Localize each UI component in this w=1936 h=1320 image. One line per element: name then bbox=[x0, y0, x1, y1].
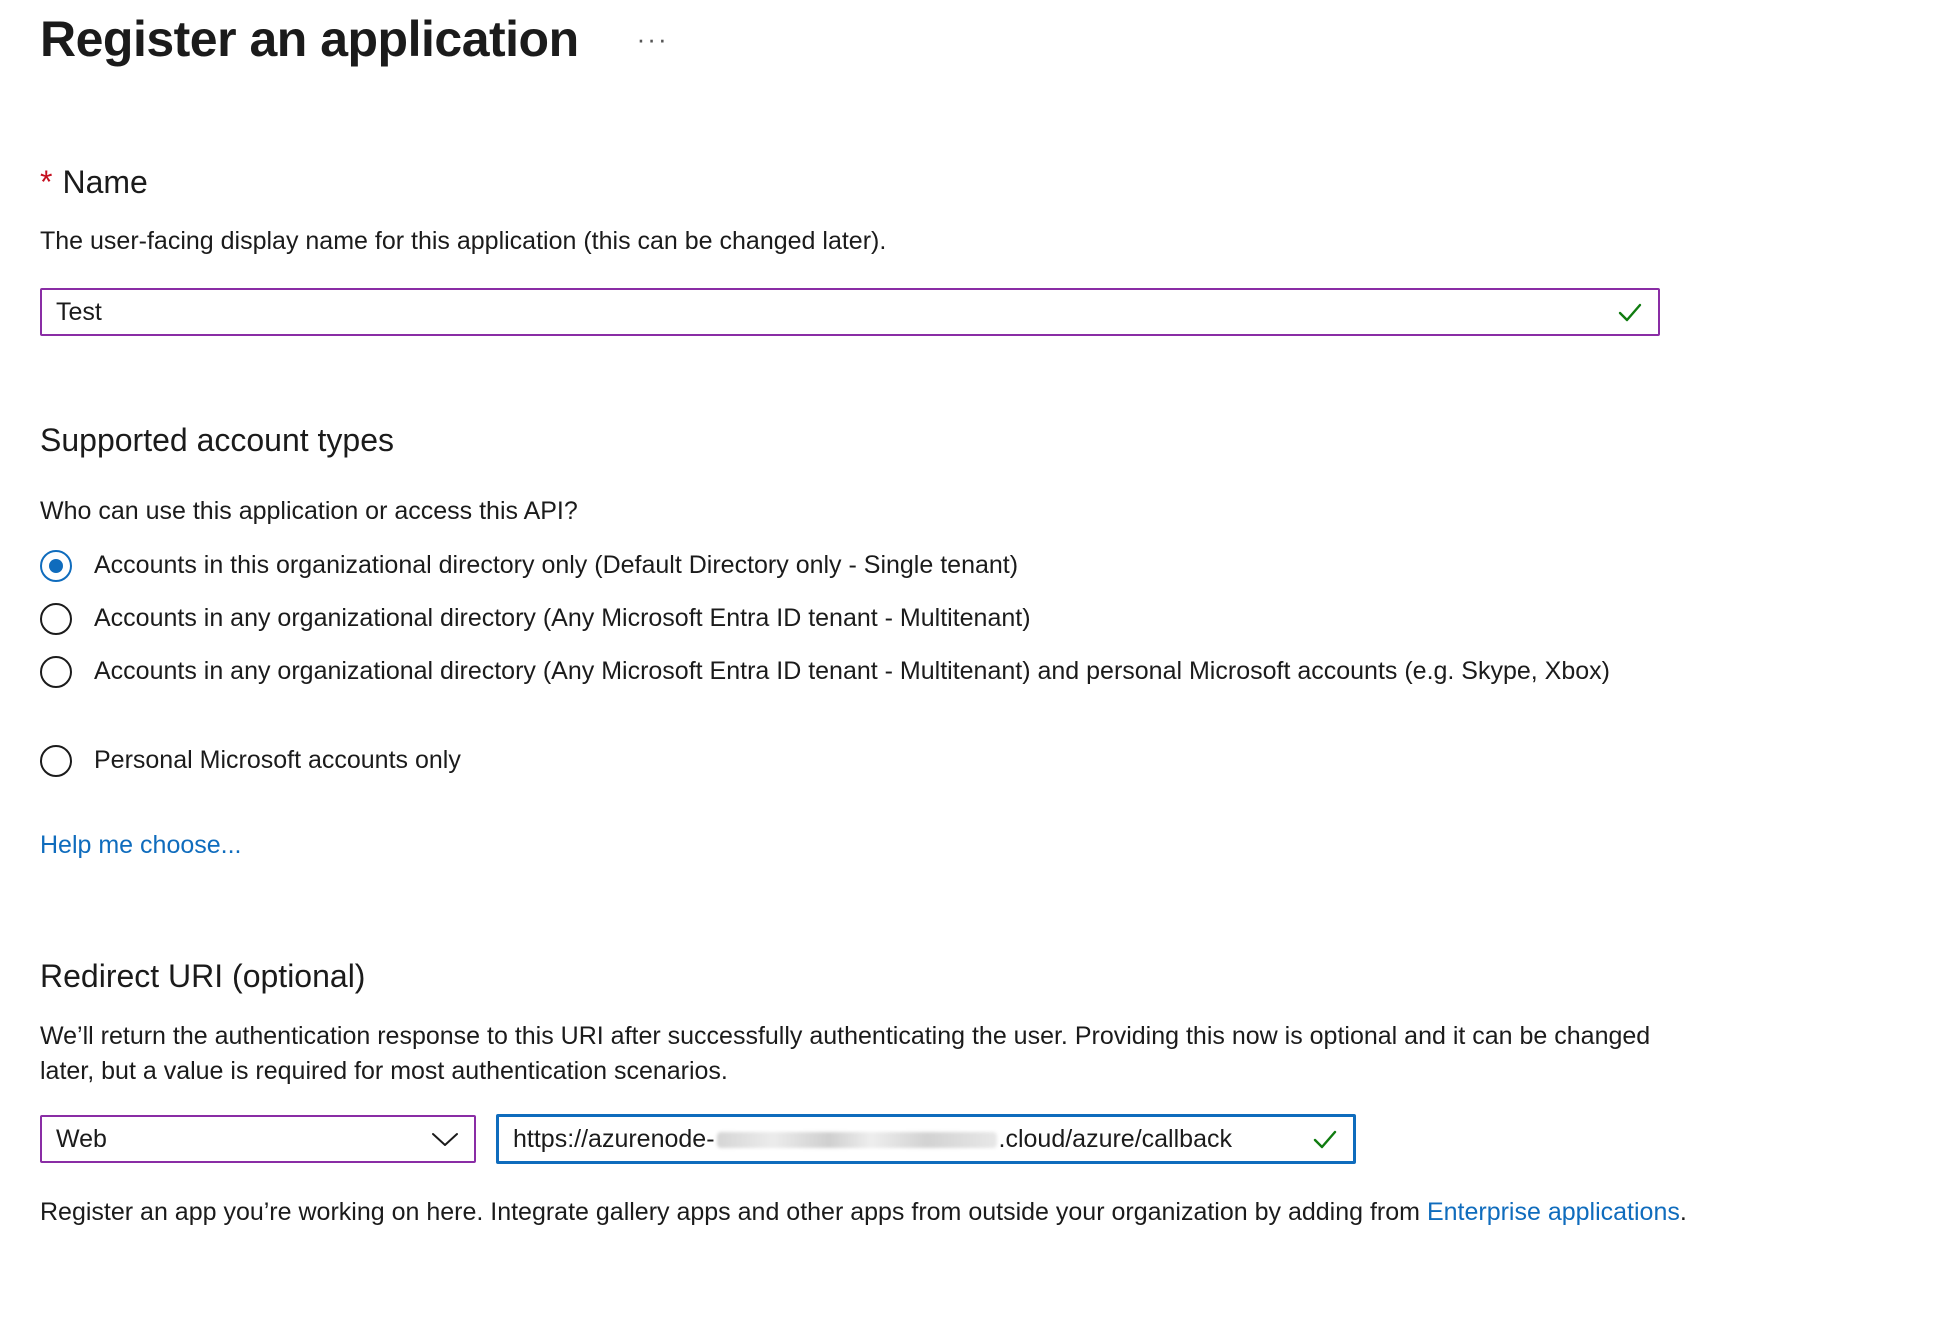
help-me-choose-link[interactable]: Help me choose... bbox=[40, 831, 242, 859]
account-types-heading: Supported account types bbox=[40, 422, 395, 458]
footer-note bbox=[40, 1195, 1687, 1230]
check-icon bbox=[1311, 1125, 1339, 1153]
check-icon bbox=[1616, 298, 1644, 326]
redirect-uri-input[interactable] bbox=[496, 1114, 1356, 1164]
required-marker: * bbox=[40, 164, 53, 200]
radio-button[interactable] bbox=[40, 656, 72, 688]
radio-button[interactable] bbox=[40, 745, 72, 777]
footer-text: Register an app you’re working on here. Integrate gallery apps and other apps from outside your organization by adding from bbox=[40, 1198, 1427, 1226]
account-option-label: Accounts in any organizational directory (Any Microsoft Entra ID tenant - Multitenant) and personal Microsoft accounts (e.g. Skype, Xbox) bbox=[94, 657, 1610, 685]
title-row bbox=[40, 6, 675, 72]
account-option-label: Accounts in this organizational directory only (Default Directory only - Single tenant) bbox=[94, 551, 1019, 579]
platform-select[interactable] bbox=[40, 1115, 476, 1163]
redirect-uri-heading: Redirect URI (optional) bbox=[40, 958, 366, 994]
help-me-choose-row bbox=[40, 828, 242, 863]
name-label-text: Name bbox=[62, 164, 148, 200]
account-option-single-tenant[interactable] bbox=[40, 550, 1018, 583]
account-option-multitenant-personal[interactable] bbox=[40, 656, 1680, 689]
radio-button-checked[interactable] bbox=[40, 550, 72, 582]
name-input[interactable] bbox=[40, 288, 1660, 336]
account-option-multitenant[interactable] bbox=[40, 603, 1031, 636]
account-option-personal-only[interactable] bbox=[40, 745, 461, 778]
platform-select-value: Web bbox=[56, 1124, 107, 1153]
account-option-label: Accounts in any organizational directory (Any Microsoft Entra ID tenant - Multitenant) bbox=[94, 604, 1031, 632]
enterprise-applications-link[interactable]: Enterprise applications bbox=[1426, 1198, 1680, 1226]
chevron-down-icon bbox=[430, 1129, 460, 1149]
redacted-segment bbox=[717, 1132, 997, 1148]
page-title: Register an application bbox=[40, 11, 579, 67]
radio-button[interactable] bbox=[40, 603, 72, 635]
redirect-uri-prefix: https://azurenode- bbox=[513, 1124, 715, 1153]
footer-end: . bbox=[1679, 1198, 1687, 1226]
more-icon[interactable]: ··· bbox=[636, 24, 669, 54]
account-option-label: Personal Microsoft accounts only bbox=[94, 746, 461, 774]
redirect-uri-description: We’ll return the authentication response to this URI after successfully authenticating the user. Providing this now is optional and it can be changed later, but a value is required for most authentication scenarios. bbox=[40, 1022, 1651, 1085]
name-label bbox=[40, 162, 148, 202]
name-description: The user-facing display name for this application (this can be changed later). bbox=[40, 227, 887, 255]
name-input-value: Test bbox=[56, 297, 102, 326]
redirect-uri-suffix: .cloud/azure/callback bbox=[998, 1124, 1232, 1153]
account-types-question: Who can use this application or access this API? bbox=[40, 497, 578, 525]
redirect-uri-value bbox=[513, 1125, 1311, 1154]
